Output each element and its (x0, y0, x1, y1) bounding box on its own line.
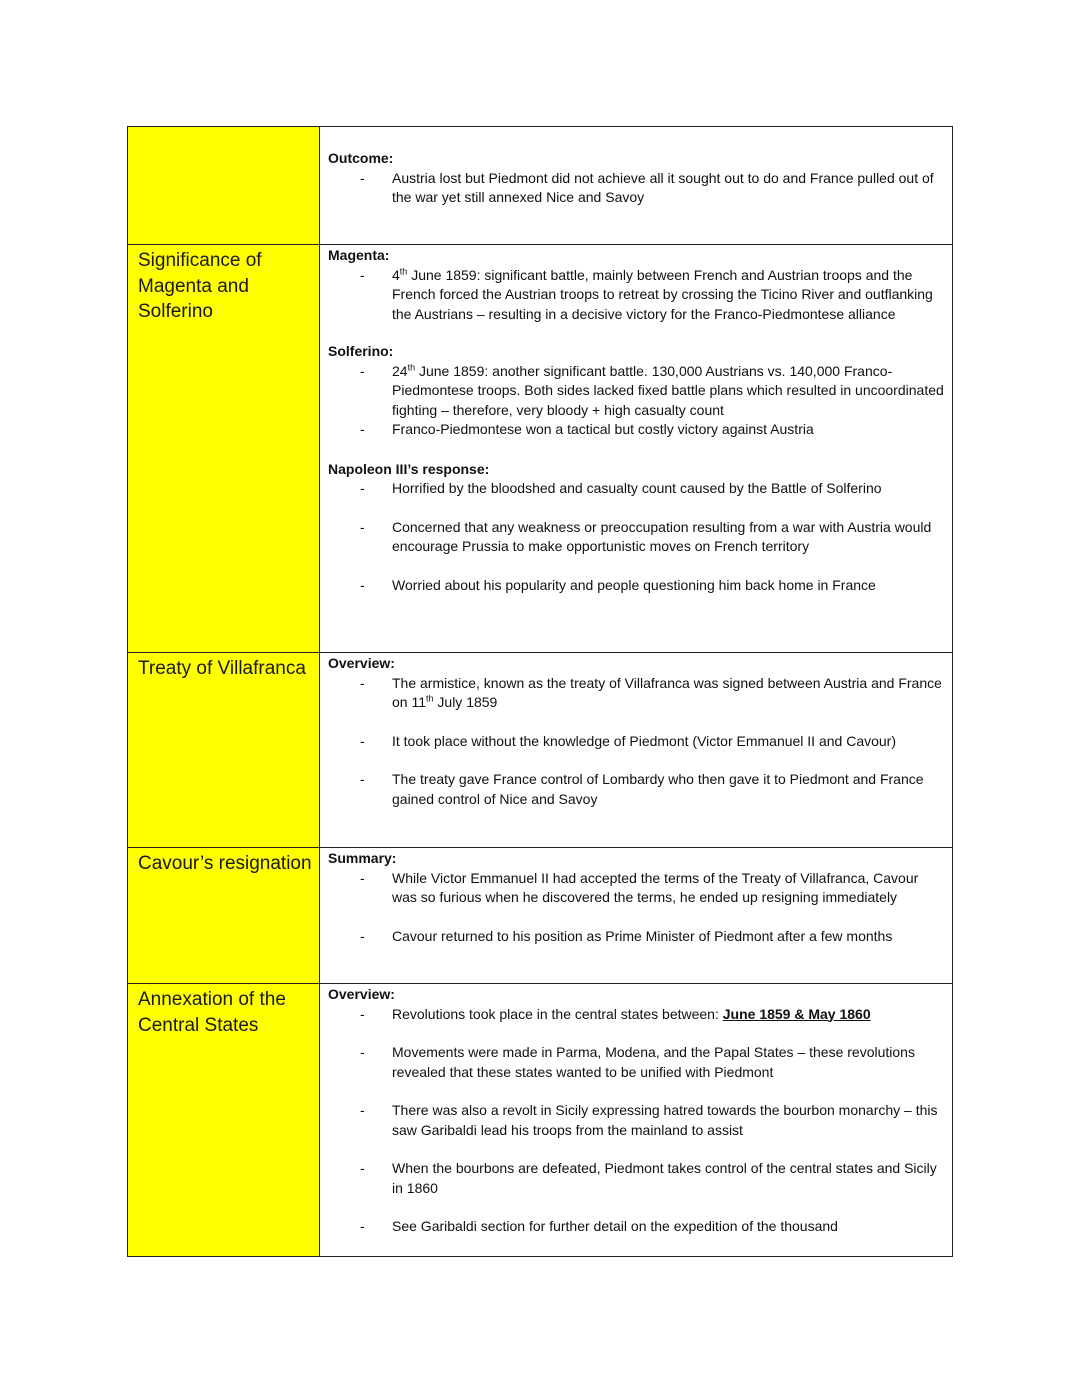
bullet-item: - When the bourbons are defeated, Piedmont takes control of the central states and Sicily in 1860 (328, 1159, 944, 1198)
row-magenta-solferino (128, 245, 953, 653)
bullet-item: - Franco-Piedmontese won a tactical but costly victory against Austria (328, 420, 944, 440)
bullet-item: - It took place without the knowledge of Piedmont (Victor Emmanuel II and Cavour) (328, 732, 944, 752)
bullet-list (328, 169, 944, 208)
row-villafranca (128, 653, 953, 848)
bullet-item: - Movements were made in Parma, Modena, and the Papal States – these revolutions revealed that these states wanted to be unified with Piedmont (328, 1043, 944, 1082)
content-cell (320, 127, 953, 245)
bullet-list (328, 869, 944, 947)
row-outcome (128, 127, 953, 245)
bullet-item: - Cavour returned to his position as Prime Minister of Piedmont after a few months (328, 927, 944, 947)
bullet-item: - See Garibaldi section for further detail on the expedition of the thousand (328, 1217, 944, 1237)
topic-cell (128, 127, 320, 245)
bullet-item: - While Victor Emmanuel II had accepted the terms of the Treaty of Villafranca, Cavour was so furious when he discovered the terms, he ended up resigning immediately (328, 869, 944, 908)
bullet-item: - Austria lost but Piedmont did not achieve all it sought out to do and France pulled out of the war yet still annexed Nice and Savoy (328, 169, 944, 208)
section-heading: Summary: (328, 850, 397, 866)
bullet-item: - Horrified by the bloodshed and casualty count caused by the Battle of Solferino (328, 479, 944, 499)
row-central-states (128, 984, 953, 1257)
topic-cell: Cavour’s resignation (128, 848, 320, 984)
topic-cell: Annexation of the Central States (128, 984, 320, 1257)
section-heading: Magenta: (328, 247, 390, 263)
bullet-list (328, 479, 944, 595)
bullet-item: - There was also a revolt in Sicily expressing hatred towards the bourbon monarchy – this saw Garibaldi lead his troops from the mainland to assist (328, 1101, 944, 1140)
bullet-list (328, 674, 944, 810)
bullet-item: - The armistice, known as the treaty of Villafranca was signed between Austria and France on 11th July 1859 (328, 674, 944, 713)
bullet-list (328, 1005, 944, 1237)
content-cell (320, 653, 953, 848)
notes-table (127, 126, 953, 1257)
bullet-item: - 24th June 1859: another significant battle. 130,000 Austrians vs. 140,000 Franco-Piedmontese troops. Both sides lacked fixed battle plans which resulted in uncoordinated fighting – therefore, very bloody + high casualty count (328, 362, 944, 421)
content-cell (320, 245, 953, 653)
bullet-list (328, 266, 944, 325)
topic-cell: Treaty of Villafranca (128, 653, 320, 848)
section-heading: Solferino: (328, 343, 394, 359)
section-heading: Overview: (328, 986, 395, 1002)
bullet-item: - Concerned that any weakness or preoccupation resulting from a war with Austria would encourage Prussia to make opportunistic moves on French territory (328, 518, 944, 557)
section-heading: Overview: (328, 655, 395, 671)
date-range: June 1859 & May 1860 (722, 1005, 871, 1022)
section-heading: Outcome: (328, 150, 394, 166)
bullet-item: - 4th June 1859: significant battle, mainly between French and Austrian troops and the French forced the Austrian troops to retreat by crossing the Ticino River and outflanking the Austrians – resulting in a decisive victory for the Franco-Piedmontese alliance (328, 266, 944, 325)
bullet-item: - Worried about his popularity and people questioning him back home in France (328, 576, 944, 596)
content-cell (320, 848, 953, 984)
section-heading: Napoleon III’s response: (328, 460, 490, 477)
content-cell (320, 984, 953, 1257)
bullet-list (328, 362, 944, 440)
bullet-item: - Revolutions took place in the central states between: June 1859 & May 1860 (328, 1005, 944, 1025)
row-cavour-resignation (128, 848, 953, 984)
topic-cell: Significance of Magenta and Solferino (128, 245, 320, 653)
bullet-item: - The treaty gave France control of Lombardy who then gave it to Piedmont and France gained control of Nice and Savoy (328, 770, 944, 809)
